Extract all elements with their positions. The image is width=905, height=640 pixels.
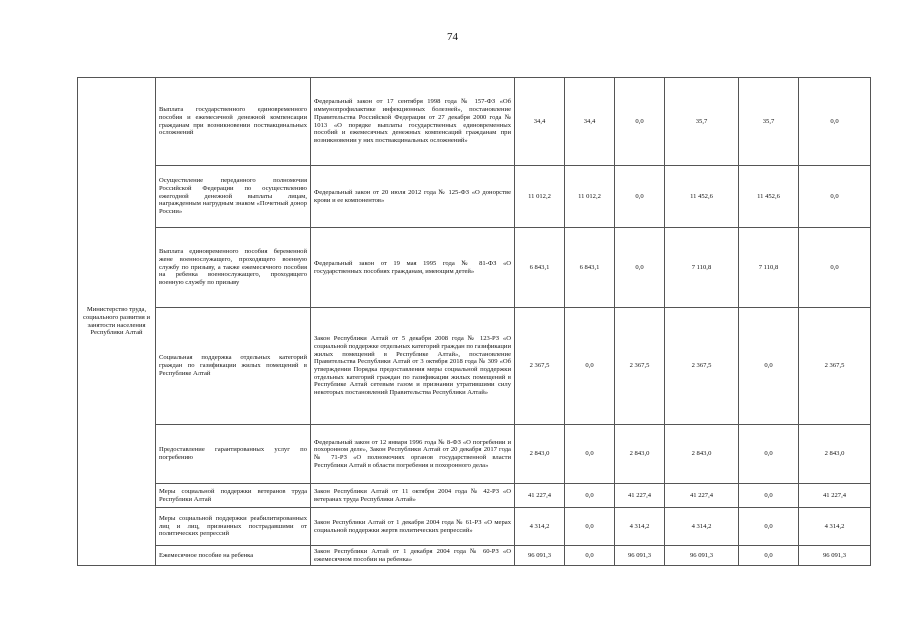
row-value: 4 314,2 [615, 508, 665, 546]
row-value: 0,0 [739, 308, 799, 425]
table-row [78, 308, 871, 425]
row-value: 2 843,0 [615, 425, 665, 484]
row-value: 0,0 [565, 508, 615, 546]
row-law: Федеральный закон от 12 января 1996 года № 8-ФЗ «О погребении и похоронном деле», Закон Республики Алтай от 20 декабря 2017 года № 71-РЗ «О полномочиях органов государственной власти Республики Алтай в области погребения и похоронного дела» [311, 425, 515, 484]
row-value: 96 091,3 [799, 546, 871, 566]
row-value: 2 843,0 [665, 425, 739, 484]
ministry-cell: Министерство труда, социального развития и занятости населения Республики Алтай [78, 78, 156, 566]
row-value: 6 843,1 [515, 228, 565, 308]
row-name: Осуществление переданного полномочия Российской Федерации по осуществлению ежегодной денежной выплаты лицам, награжденным нагрудным знаком «Почетный донор России» [156, 166, 311, 228]
row-value: 0,0 [799, 228, 871, 308]
row-value: 35,7 [739, 78, 799, 166]
row-value: 2 367,5 [515, 308, 565, 425]
row-value: 4 314,2 [515, 508, 565, 546]
row-value: 96 091,3 [615, 546, 665, 566]
table-row [78, 546, 871, 566]
row-value: 11 012,2 [565, 166, 615, 228]
row-value: 11 452,6 [665, 166, 739, 228]
row-value: 0,0 [565, 308, 615, 425]
row-value: 7 110,8 [739, 228, 799, 308]
row-value: 41 227,4 [665, 484, 739, 508]
row-law: Закон Республики Алтай от 5 декабря 2008 года № 123-РЗ «О социальной поддержке отдельных категорий граждан по газификации жилых помещений в Республике Алтай», постановление Правительства Республики Алтай от 3 октября 2018 года № 309 «Об утверждении Порядка предоставления меры социальной поддержки отдельных категорий граждан по газификации жилых помещений в Республике Алтай сетевым газом и признании утратившими силу некоторых постановлений Правительства Республики Алтай» [311, 308, 515, 425]
row-value: 96 091,3 [515, 546, 565, 566]
table-row [78, 484, 871, 508]
table-row [78, 425, 871, 484]
row-value: 0,0 [565, 546, 615, 566]
table-row [78, 508, 871, 546]
row-law: Закон Республики Алтай от 1 декабря 2004 года № 60-РЗ «О ежемесячном пособии на ребенка» [311, 546, 515, 566]
row-value: 11 012,2 [515, 166, 565, 228]
row-value: 0,0 [615, 166, 665, 228]
row-name: Меры социальной поддержки реабилитированных лиц и лиц, признанных пострадавшими от политических репрессий [156, 508, 311, 546]
row-name: Предоставление гарантированных услуг по погребению [156, 425, 311, 484]
row-law: Федеральный закон от 19 мая 1995 года № 81-ФЗ «О государственных пособиях гражданам, имеющим детей» [311, 228, 515, 308]
row-value: 41 227,4 [615, 484, 665, 508]
row-value: 41 227,4 [515, 484, 565, 508]
row-value: 0,0 [739, 484, 799, 508]
row-value: 0,0 [615, 228, 665, 308]
table-row [78, 166, 871, 228]
row-law: Закон Республики Алтай от 11 октября 2004 года № 42-РЗ «О ветеранах труда Республики Алтай» [311, 484, 515, 508]
budget-table [77, 77, 871, 566]
row-value: 41 227,4 [799, 484, 871, 508]
row-value: 4 314,2 [799, 508, 871, 546]
row-value: 34,4 [565, 78, 615, 166]
row-law: Федеральный закон от 17 сентября 1998 года № 157-ФЗ «Об иммунопрофилактике инфекционных болезней», постановление Правительства Российской Федерации от 27 декабря 2000 года № 1013 «О порядке выплаты государственных единовременных пособий и ежемесячных денежных компенсаций гражданам при возникновении у них поствакцинальных осложнений» [311, 78, 515, 166]
row-value: 2 367,5 [615, 308, 665, 425]
row-value: 0,0 [565, 484, 615, 508]
row-value: 7 110,8 [665, 228, 739, 308]
row-name: Выплата государственного единовременного пособия и ежемесячной денежной компенсации гражданам при возникновении поствакцинальных осложнений [156, 78, 311, 166]
table-row [78, 228, 871, 308]
row-value: 0,0 [615, 78, 665, 166]
row-value: 0,0 [739, 425, 799, 484]
row-value: 0,0 [565, 425, 615, 484]
row-value: 34,4 [515, 78, 565, 166]
row-value: 11 452,6 [739, 166, 799, 228]
row-value: 2 367,5 [665, 308, 739, 425]
row-value: 6 843,1 [565, 228, 615, 308]
row-name: Социальная поддержка отдельных категорий граждан по газификации жилых помещений в Республике Алтай [156, 308, 311, 425]
row-value: 2 367,5 [799, 308, 871, 425]
row-value: 4 314,2 [665, 508, 739, 546]
row-value: 2 843,0 [515, 425, 565, 484]
row-value: 96 091,3 [665, 546, 739, 566]
row-law: Федеральный закон от 20 июля 2012 года № 125-ФЗ «О донорстве крови и ее компонентов» [311, 166, 515, 228]
row-value: 0,0 [739, 508, 799, 546]
row-value: 0,0 [799, 166, 871, 228]
row-value: 2 843,0 [799, 425, 871, 484]
row-value: 0,0 [739, 546, 799, 566]
row-name: Ежемесячное пособие на ребенка [156, 546, 311, 566]
table-row [78, 78, 871, 166]
row-value: 35,7 [665, 78, 739, 166]
row-value: 0,0 [799, 78, 871, 166]
row-name: Выплата единовременного пособия беременной жене военнослужащего, проходящего военную службу по призыву, а также ежемесячного пособия на ребенка военнослужащего, проходящего военную службу по призыву [156, 228, 311, 308]
row-law: Закон Республики Алтай от 1 декабря 2004 года № 61-РЗ «О мерах социальной поддержки жертв политических репрессий» [311, 508, 515, 546]
page-number: 74 [447, 31, 458, 43]
row-name: Меры социальной поддержки ветеранов труда Республики Алтай [156, 484, 311, 508]
